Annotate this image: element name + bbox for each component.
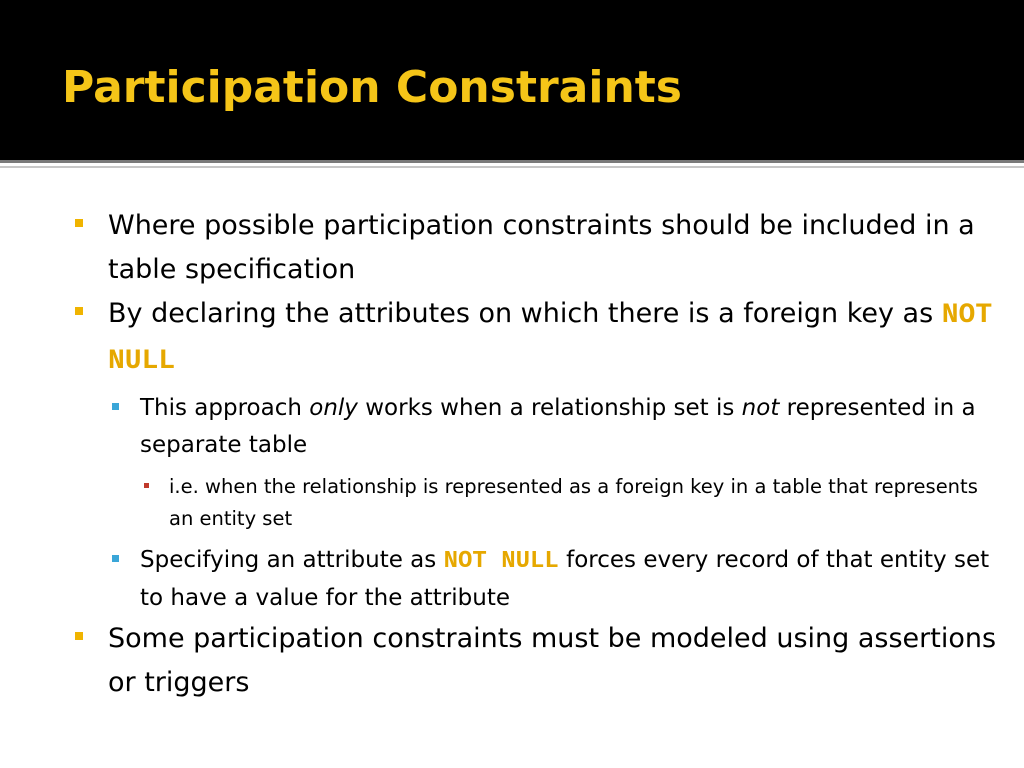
bullet-2-text: By declaring the attributes on which there is a foreign key as [108, 298, 942, 329]
sub-bullet-2 [140, 542, 1000, 617]
sub-sub-bullet-1 [169, 471, 979, 535]
sub-bullet-1 [140, 390, 1000, 464]
sub-bullet-2-text-end: forces every record of that entity set to have a value for the attribute [140, 547, 990, 611]
bullet-2 [108, 292, 998, 384]
square-bullet-icon [75, 219, 83, 227]
square-bullet-icon [75, 632, 83, 640]
code-not-null: NOT NULL [443, 548, 559, 575]
bullet-3 [108, 617, 998, 705]
bullet-1-text: Where possible participation constraints should be included in a table specification [108, 210, 975, 285]
sub-bullet-1-text-mid: works when a relationship set is [357, 395, 742, 421]
bullet-1 [108, 204, 998, 292]
sub-bullet-1-text-end: represented in a separate table [140, 395, 976, 458]
sub-sub-bullet-1-text: i.e. when the relationship is represented as a foreign key in a table that represents an entity set [169, 475, 978, 530]
code-not-null: NOT NULL [108, 300, 993, 377]
square-bullet-icon [75, 307, 83, 315]
sub-bullet-2-text: Specifying an attribute as [140, 547, 444, 573]
bullet-3-text: Some participation constraints must be modeled using assertions or triggers [108, 623, 997, 698]
square-bullet-icon [112, 403, 119, 410]
square-bullet-icon [144, 483, 149, 488]
emphasis-not: not [741, 395, 780, 421]
emphasis-only: only [309, 395, 358, 421]
square-bullet-icon [112, 555, 119, 562]
slide-title: Participation Constraints [62, 62, 682, 113]
sub-bullet-1-text: This approach [140, 395, 310, 421]
